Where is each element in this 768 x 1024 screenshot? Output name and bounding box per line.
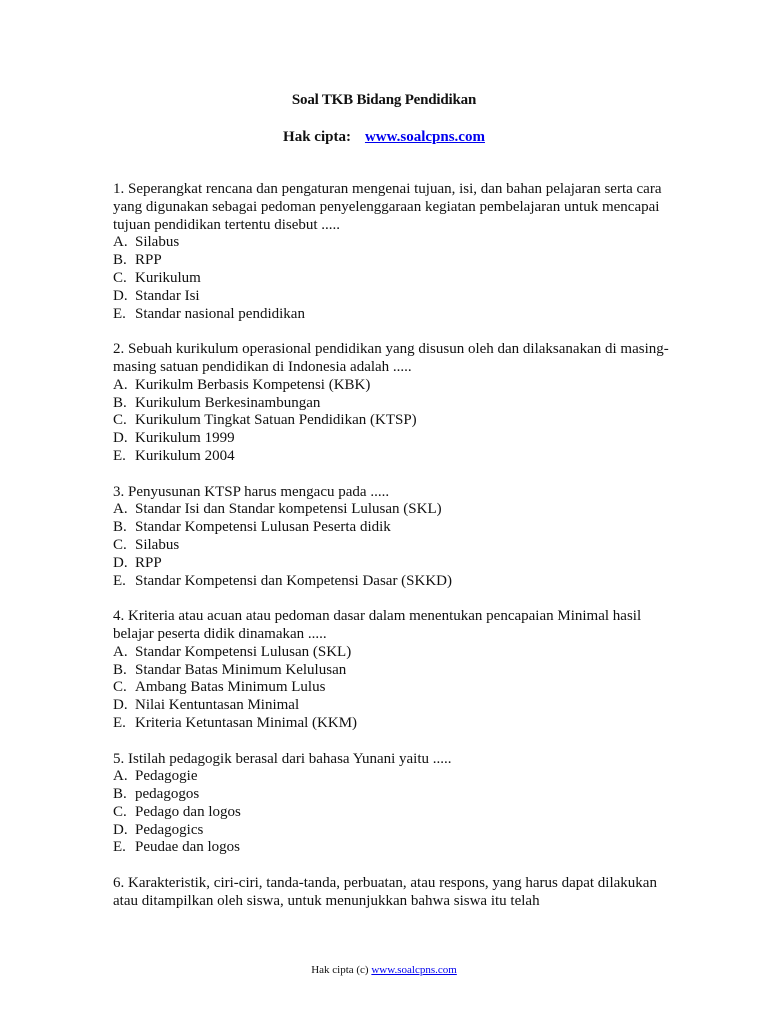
option-text: Silabus (135, 536, 180, 553)
option-letter: B. (113, 786, 127, 803)
option-letter: E. (113, 447, 126, 464)
option-text: RPP (135, 252, 162, 269)
option-text: Kurikulum Berkesinambungan (135, 394, 321, 411)
answer-option (113, 697, 673, 715)
option-text: RPP (135, 554, 162, 571)
option-text: Pedagogics (135, 821, 204, 838)
page-title: Soal TKB Bidang Pendidikan (291, 92, 477, 108)
answer-option (113, 555, 673, 573)
option-letter: C. (113, 536, 127, 553)
question-item (113, 181, 673, 323)
question-item (113, 484, 673, 591)
option-text: Standar Kompetensi Lulusan (SKL) (135, 643, 352, 660)
answer-option (113, 270, 673, 288)
answer-option (113, 573, 673, 591)
answer-option (113, 839, 673, 857)
option-letter: D. (113, 821, 128, 838)
question-text: 2. Sebuah kurikulum operasional pendidikan yang disusun oleh dan dilaksanakan di masing-masing satuan pendidikan di Indonesia adalah ..... (113, 341, 669, 375)
option-text: Standar Isi dan Standar kompetensi Lulusan (SKL) (135, 501, 442, 518)
option-letter: C. (113, 269, 127, 286)
answer-option (113, 412, 673, 430)
option-letter: E. (113, 305, 126, 322)
answer-option (113, 786, 673, 804)
copyright-line (0, 129, 768, 146)
option-letter: C. (113, 803, 127, 820)
option-text: Peudae dan logos (135, 839, 240, 856)
option-letter: D. (113, 697, 128, 714)
question-item (113, 875, 673, 911)
option-letter: D. (113, 554, 128, 571)
option-letter: A. (113, 234, 128, 251)
option-letter: D. (113, 287, 128, 304)
option-text: Ambang Batas Minimum Lulus (135, 679, 326, 696)
option-letter: E. (113, 839, 126, 856)
option-text: Kurikulum (135, 269, 201, 286)
answer-option (113, 662, 673, 680)
answer-option (113, 768, 673, 786)
option-letter: D. (113, 430, 128, 447)
copyright-link[interactable]: www.soalcpns.com (364, 129, 485, 145)
option-text: pedagogos (135, 786, 200, 803)
option-text: Kriteria Ketuntasan Minimal (KKM) (135, 714, 358, 731)
answer-option (113, 679, 673, 697)
option-letter: A. (113, 768, 128, 785)
option-text: Standar Isi (135, 287, 200, 304)
option-letter: A. (113, 501, 128, 518)
question-item (113, 341, 673, 466)
answer-option (113, 822, 673, 840)
option-letter: E. (113, 572, 126, 589)
answer-option (113, 234, 673, 252)
answer-option (113, 395, 673, 413)
option-text: Standar Kompetensi Lulusan Peserta didik (135, 519, 391, 536)
option-letter: A. (113, 376, 128, 393)
answer-option (113, 715, 673, 733)
option-text: Kurikulm Berbasis Kompetensi (KBK) (135, 376, 371, 393)
answer-option (113, 288, 673, 306)
option-text: Nilai Kentuntasan Minimal (135, 697, 300, 714)
question-text: 4. Kriteria atau acuan atau pedoman dasar dalam menentukan pencapaian Minimal hasil belajar peserta didik dinamakan ..... (113, 608, 642, 642)
question-item (113, 751, 673, 858)
answer-option (113, 537, 673, 555)
option-text: Silabus (135, 234, 180, 251)
option-text: Standar Batas Minimum Kelulusan (135, 661, 347, 678)
question-text: 3. Penyusunan KTSP harus mengacu pada ..... (113, 483, 390, 500)
option-letter: B. (113, 661, 127, 678)
answer-option (113, 430, 673, 448)
option-text: Kurikulum 1999 (135, 430, 235, 447)
option-letter: B. (113, 519, 127, 536)
option-text: Standar nasional pendidikan (135, 305, 305, 322)
option-text: Pedagogie (135, 768, 198, 785)
answer-option (113, 377, 673, 395)
answer-option (113, 501, 673, 519)
option-letter: C. (113, 412, 127, 429)
answer-option (113, 252, 673, 270)
question-text: 6. Karakteristik, ciri-ciri, tanda-tanda, perbuatan, atau respons, yang harus dapat dilakukan atau ditampilkan oleh siswa, untuk menunjukkan bahwa siswa itu telah (113, 875, 657, 909)
option-text: Kurikulum Tingkat Satuan Pendidikan (KTSP) (135, 412, 417, 429)
copyright-label: Hak cipta: (283, 129, 351, 145)
question-text: 5. Istilah pedagogik berasal dari bahasa Yunani yaitu ..... (113, 750, 452, 767)
option-letter: C. (113, 679, 127, 696)
option-text: Pedago dan logos (135, 803, 241, 820)
option-text: Kurikulum 2004 (135, 447, 235, 464)
answer-option (113, 306, 673, 324)
option-letter: B. (113, 252, 127, 269)
question-text: 1. Seperangkat rencana dan pengaturan mengenai tujuan, isi, dan bahan pelajaran serta cara yang digunakan sebagai pedoman penyelenggaraan kegiatan pembelajaran untuk mencapai tujuan pendidikan tertentu disebut ..... (113, 181, 662, 233)
option-letter: A. (113, 643, 128, 660)
question-list (113, 181, 673, 928)
option-text: Standar Kompetensi dan Kompetensi Dasar (SKKD) (135, 572, 453, 589)
option-letter: E. (113, 714, 126, 731)
question-item (113, 608, 673, 733)
answer-option (113, 448, 673, 466)
answer-option (113, 644, 673, 662)
option-letter: B. (113, 394, 127, 411)
answer-option (113, 804, 673, 822)
page-footer (0, 964, 768, 976)
footer-label: Hak cipta (c) (311, 964, 369, 976)
footer-link[interactable]: www.soalcpns.com (371, 964, 457, 976)
answer-option (113, 519, 673, 537)
